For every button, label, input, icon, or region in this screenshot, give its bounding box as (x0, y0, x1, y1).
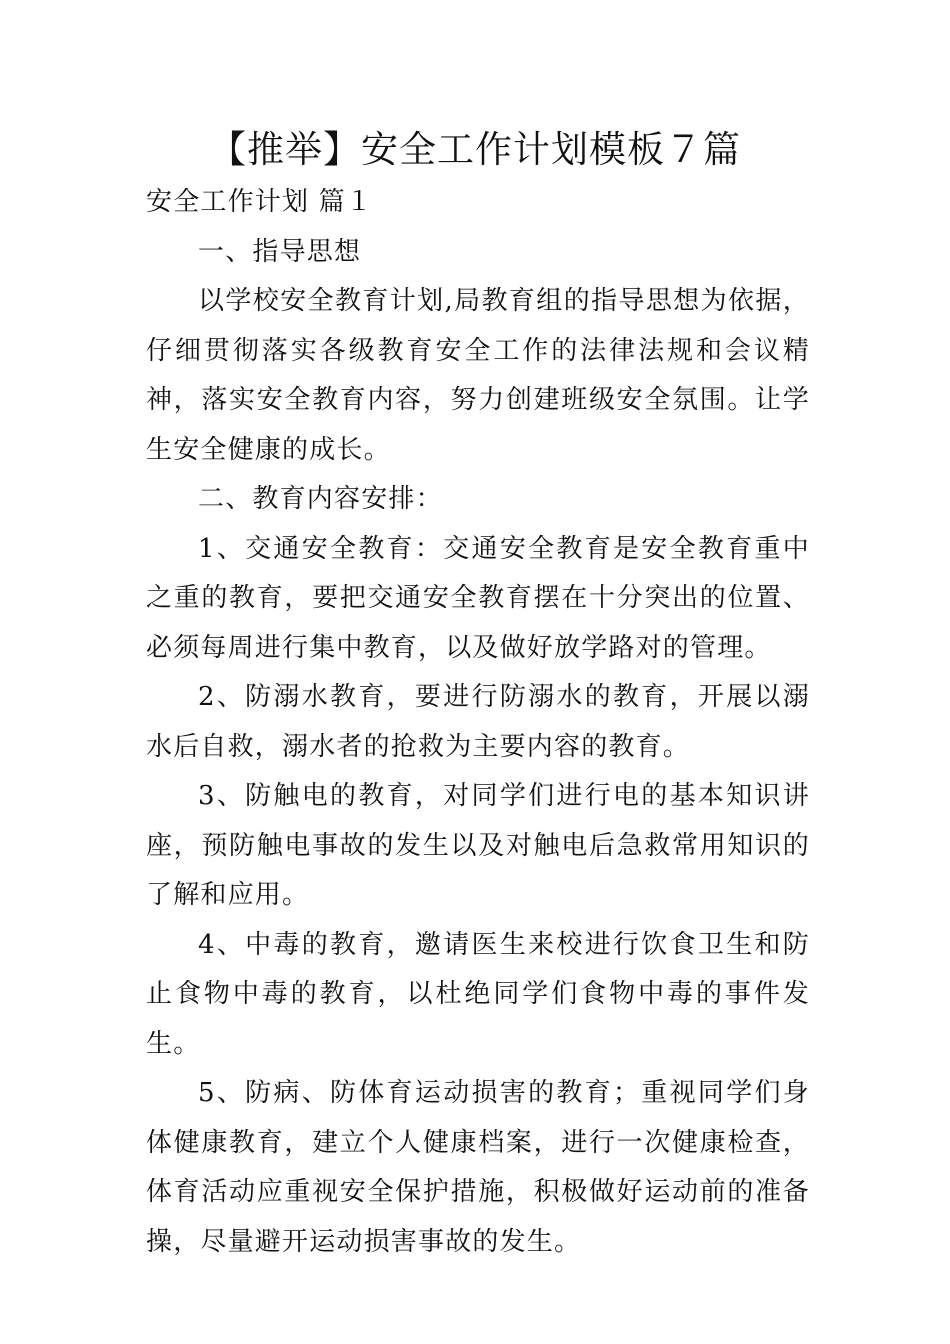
paragraph-poisoning: 4、中毒的教育，邀请医生来校进行饮食卫生和防止食物中毒的教育，以杜绝同学们食物中毒的事件发生。 (146, 929, 810, 1059)
paragraph-electric-shock: 3、防触电的教育，对同学们进行电的基本知识讲座，预防触电事故的发生以及对触电后急救常用知识的了解和应用。 (146, 781, 810, 910)
paragraph-traffic-safety: 1、交通安全教育：交通安全教育是安全教育重中之重的教育，要把交通安全教育摆在十分突出的位置、必须每周进行集中教育，以及做好放学路对的管理。 (146, 533, 810, 663)
paragraph-education-heading: 二、教育内容安排： (198, 484, 443, 514)
paragraph-guiding-thought-heading: 一、指导思想 (198, 236, 362, 267)
paragraph-drowning-prevention: 2、防溺水教育，要进行防溺水的教育，开展以溺水后自救，溺水者的抢救为主要内容的教育。 (146, 682, 810, 762)
document-title: 【推举】安全工作计划模板７篇 (209, 128, 741, 171)
paragraph-guiding-thought: 以学校安全教育计划,局教育组的指导思想为依据，仔细贯彻落实各级教育安全工作的法律法规和会议精神，落实安全教育内容，努力创建班级安全氛围。让学生安全健康的成长。 (146, 286, 810, 465)
section-title: 安全工作计划 篇１ (146, 187, 374, 217)
paragraph-sports-injury: 5、防病、防体育运动损害的教育；重视同学们身体健康教育，建立个人健康档案，进行一次健康检查，体育活动应重视安全保护措施，积极做好运动前的准备操，尽量避开运动损害事故的发生。 (146, 1078, 810, 1257)
document-body (146, 178, 810, 1267)
